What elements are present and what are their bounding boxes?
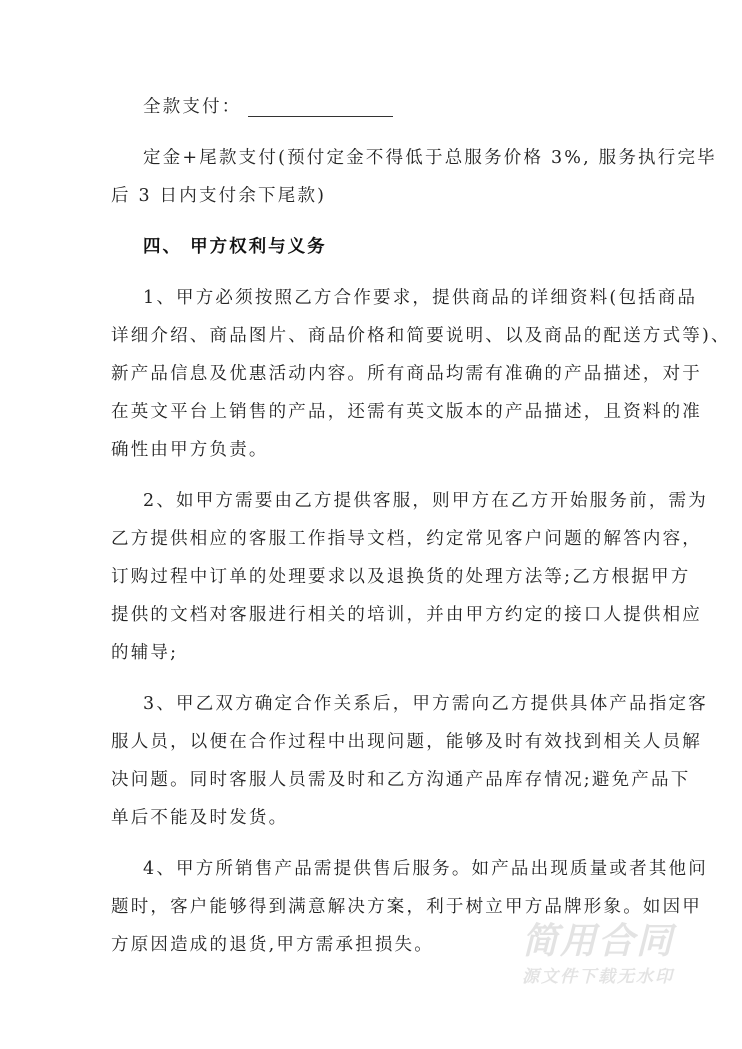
clause-1-line-3: 新产品信息及优惠活动内容。所有商品均需有准确的产品描述，对于 — [111, 364, 702, 384]
full-payment-line — [143, 97, 393, 117]
clause-1-line-1: 1、甲方必须按照乙方合作要求，提供商品的详细资料(包括商品 — [143, 288, 698, 308]
full-payment-blank — [248, 100, 393, 117]
clause-3-line-4: 单后不能及时发货。 — [111, 808, 289, 828]
clause-4-line-3: 方原因造成的退货,甲方需承担损失。 — [111, 935, 434, 955]
clause-2-line-1: 2、如甲方需要由乙方提供客服，则甲方在乙方开始服务前，需为 — [143, 491, 708, 511]
clause-3-line-3: 决问题。同时客服人员需及时和乙方沟通产品库存情况;避免产品下 — [111, 770, 691, 790]
clause-1-line-4: 在英文平台上销售的产品，还需有英文版本的产品描述，且资料的准 — [111, 402, 702, 422]
clause-2-line-3: 订购过程中订单的处理要求以及退换货的处理方法等;乙方根据甲方 — [111, 567, 691, 587]
clause-2-line-5: 的辅导; — [111, 643, 179, 663]
clause-3-line-2: 服人员，以便在合作过程中出现问题，能够及时有效找到相关人员解 — [111, 732, 702, 752]
clause-2-line-2: 乙方提供相应的客服工作指导文档，约定常见客户问题的解答内容， — [111, 529, 702, 549]
watermark-brand: 简用合同 — [521, 921, 674, 962]
section-heading: 四、 甲方权利与义务 — [143, 237, 327, 257]
watermark — [508, 922, 688, 988]
clause-1-line-5: 确性由甲方负责。 — [111, 440, 269, 460]
clause-4-line-1: 4、甲方所销售产品需提供售后服务。如产品出现质量或者其他问 — [143, 859, 708, 879]
clause-4-line-2: 题时，客户能够得到满意解决方案，利于树立甲方品牌形象。如因甲 — [111, 897, 702, 917]
deposit-payment-line-2: 后 3 日内支付余下尾款) — [111, 186, 327, 206]
full-payment-label: 全款支付： — [143, 97, 242, 117]
clause-3-line-1: 3、甲乙双方确定合作关系后，甲方需向乙方提供具体产品指定客 — [143, 694, 708, 714]
clause-2-line-4: 提供的文档对客服进行相关的培训，并由甲方约定的接口人提供相应 — [111, 605, 702, 625]
deposit-payment-line-1: 定金+尾款支付(预付定金不得低于总服务价格 3%, 服务执行完毕 — [143, 148, 717, 168]
clause-1-line-2: 详细介绍、商品图片、商品价格和简要说明、以及商品的配送方式等)、 — [111, 326, 731, 346]
watermark-tagline: 源文件下载无水印 — [522, 967, 674, 987]
